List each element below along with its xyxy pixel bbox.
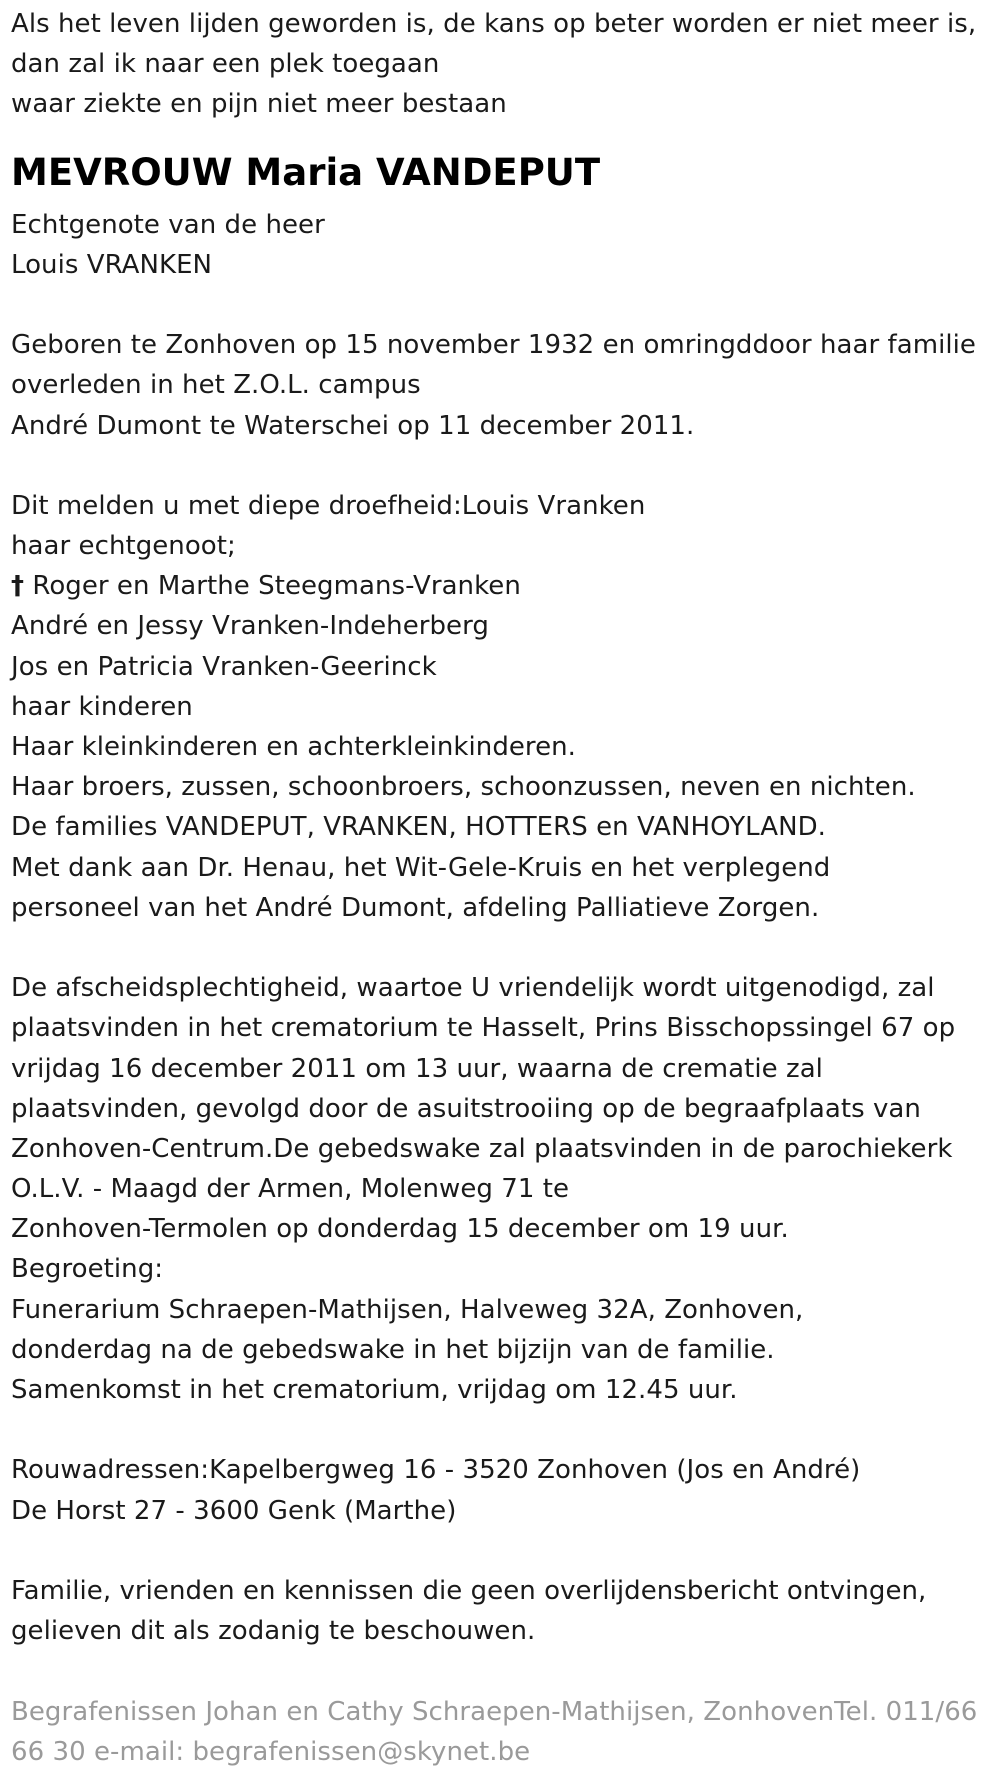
spouse-block	[11, 205, 1000, 285]
ceremony-line: O.L.V. - Maagd der Armen, Molenweg 71 te	[11, 1174, 570, 1205]
spouse-line: Louis VRANKEN	[11, 249, 213, 280]
ceremony-line: Zonhoven-Termolen op donderdag 15 december om 19 uur.	[11, 1214, 789, 1245]
announcement-line: De families VANDEPUT, VRANKEN, HOTTERS en VANHOYLAND.	[11, 812, 826, 843]
birth-death-line: overleden in het Z.O.L. campus	[11, 370, 421, 401]
address-line: Rouwadressen:Kapelbergweg 16 - 3520 Zonhoven (Jos en André)	[11, 1455, 861, 1486]
ceremony-line: Begroeting:	[11, 1254, 164, 1285]
deceased-name: MEVROUW Maria VANDEPUT	[11, 150, 601, 194]
motto-line: Als het leven lijden geworden is, de kans op beter worden er niet meer is,	[11, 9, 977, 39]
announcement-line: haar kinderen	[11, 691, 193, 722]
closing-block	[11, 1571, 1000, 1651]
motto-line: waar ziekte en pijn niet meer bestaan	[11, 89, 507, 120]
cross-icon: †	[11, 571, 25, 602]
addresses-block	[11, 1450, 1000, 1530]
ceremony-block	[11, 968, 1000, 1410]
spouse-line: Echtgenote van de heer	[11, 209, 325, 240]
announcement-line: Haar broers, zussen, schoonbroers, schoonzussen, neven en nichten.	[11, 772, 916, 803]
ceremony-line: plaatsvinden in het crematorium te Hasselt, Prins Bisschopssingel 67 op	[11, 1013, 956, 1044]
ceremony-line: plaatsvinden, gevolgd door de asuitstrooiing op de begraafplaats van	[11, 1093, 921, 1124]
announcement-line: Met dank aan Dr. Henau, het Wit-Gele-Kruis en het verplegend	[11, 852, 831, 883]
address-line: De Horst 27 - 3600 Genk (Marthe)	[11, 1495, 457, 1526]
ceremony-line: Samenkomst in het crematorium, vrijdag om 12.45 uur.	[11, 1375, 738, 1405]
closing-line: gelieven dit als zodanig te beschouwen.	[11, 1616, 536, 1647]
motto	[11, 4, 1000, 125]
birth-death-block	[11, 325, 1000, 446]
announcement-block	[11, 486, 1000, 928]
announcement-line: André en Jessy Vranken-Indeherberg	[11, 611, 489, 642]
birth-death-line: André Dumont te Waterschei op 11 december 2011.	[11, 410, 695, 441]
ceremony-line: Zonhoven-Centrum.De gebedswake zal plaatsvinden in de parochiekerk	[11, 1133, 953, 1164]
ceremony-line: Funerarium Schraepen-Mathijsen, Halveweg 32A, Zonhoven,	[11, 1294, 804, 1325]
closing-line: Familie, vrienden en kennissen die geen overlijdensbericht ontvingen,	[11, 1575, 927, 1606]
deceased-child-line	[11, 566, 1000, 606]
birth-death-line: Geboren te Zonhoven op 15 november 1932 en omringddoor haar familie	[11, 330, 976, 361]
announcement-line: haar echtgenoot;	[11, 531, 236, 562]
announcement-line: Jos en Patricia Vranken-Geerinck	[11, 651, 437, 682]
announcement-line: personeel van het André Dumont, afdeling Palliatieve Zorgen.	[11, 892, 820, 923]
ceremony-line: De afscheidsplechtigheid, waartoe U vriendelijk wordt uitgenodigd, zal	[11, 973, 935, 1004]
ceremony-line: vrijdag 16 december 2011 om 13 uur, waarna de crematie zal	[11, 1053, 823, 1084]
motto-line: dan zal ik naar een plek toegaan	[11, 49, 440, 80]
announcement-line: Haar kleinkinderen en achterkleinkinderen.	[11, 732, 576, 762]
deceased-child-name: Roger en Marthe Steegmans-Vranken	[24, 571, 521, 602]
footer-line: 66 30 e-mail: begrafenissen@skynet.be	[11, 1736, 531, 1767]
announcement-line: Dit melden u met diepe droefheid:Louis Vranken	[11, 490, 646, 521]
ceremony-line: donderdag na de gebedswake in het bijzijn van de familie.	[11, 1334, 775, 1365]
funeral-home-footer	[11, 1692, 1000, 1772]
footer-line: Begrafenissen Johan en Cathy Schraepen-Mathijsen, ZonhovenTel. 011/66	[11, 1696, 978, 1727]
